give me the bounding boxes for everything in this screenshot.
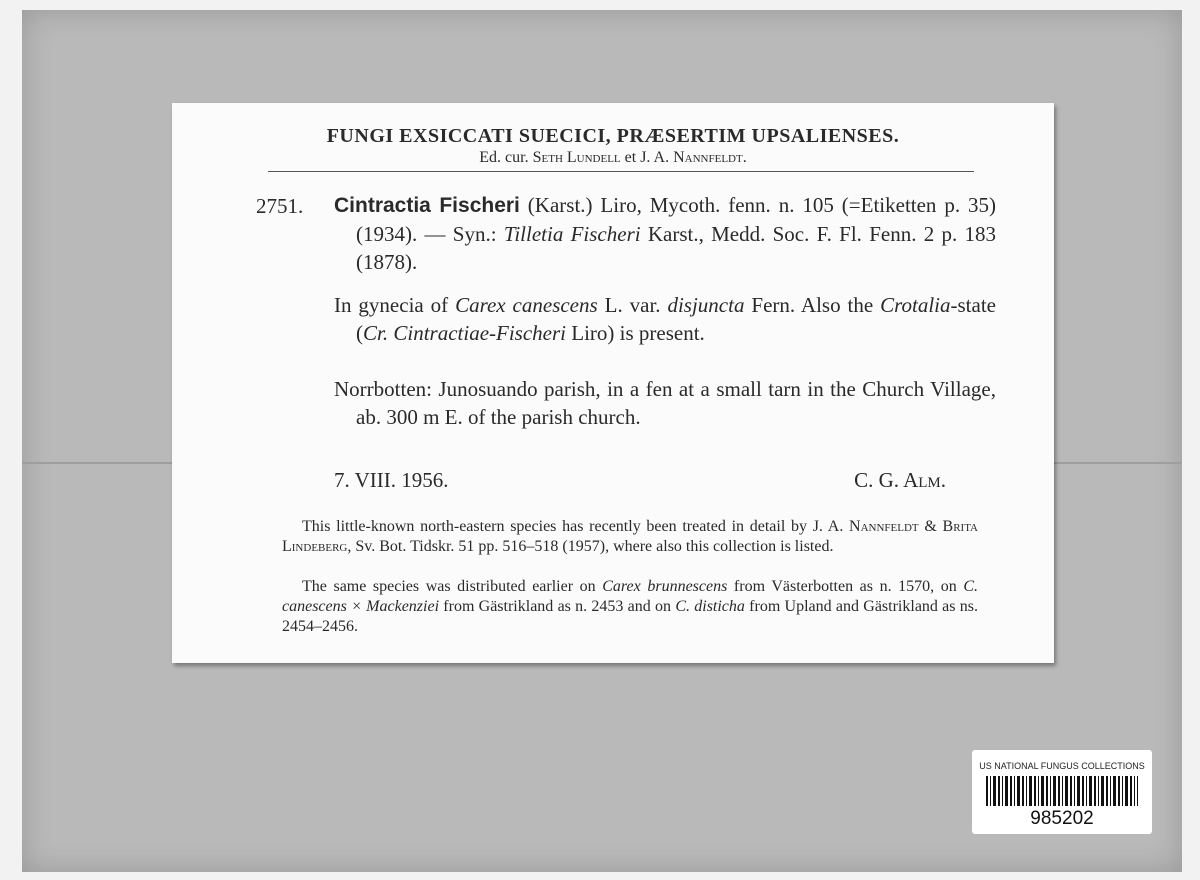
editors-join: et J. A. <box>620 149 674 166</box>
editors-line <box>172 149 1054 167</box>
habitat-part: Fern. Also the <box>744 293 881 317</box>
synonym-citation: Karst., Medd. Soc. F. Fl. Fenn. 2 p. 183 (1878). <box>356 222 997 274</box>
state-name: Cr. Cintractiae-Fischeri <box>363 321 566 345</box>
exsiccata-number: 2751. <box>256 194 304 218</box>
title-rule <box>268 171 974 172</box>
note-host: C. canescens × Mackenziei <box>282 578 979 615</box>
barcode-label <box>972 750 1152 834</box>
barcode-number: 985202 <box>1030 808 1094 829</box>
habitat-part: L. var. <box>597 293 668 317</box>
taxon-name: Cintractia Fischeri <box>334 194 520 217</box>
habitat-part: -state ( <box>356 293 996 345</box>
note-author: Brita Lindeberg <box>282 518 978 555</box>
state-genus: Crotalia <box>880 293 951 317</box>
editor-2: Nannfeldt. <box>673 149 747 166</box>
series-title: FUNGI EXSICCATI SUECICI, PRÆSERTIM UPSALIENSES. <box>326 125 900 147</box>
specimen-label <box>172 103 1054 663</box>
note-author: Nannfeldt <box>849 518 919 535</box>
habitat-part: Liro) is present. <box>566 321 705 345</box>
note-paragraph-2 <box>282 577 978 637</box>
editors-prefix: Ed. cur. <box>479 149 533 166</box>
host-name: Carex canescens <box>455 293 598 317</box>
note-part: This little-known north-eastern species has recently been treated in detail by J. A. <box>302 518 850 535</box>
locality-text: Norrbotten: Junosuando parish, in a fen at a small tarn in the Church Village, ab. 300 m E. of the parish church. <box>334 377 996 429</box>
note-part: The same species was distributed earlier on <box>302 578 603 595</box>
taxon-citation: (Karst.) Liro, Mycoth. fenn. n. 105 (=Etiketten p. 35) (1934). — Syn.: <box>356 193 996 246</box>
note-host: C. disticha <box>675 598 745 615</box>
synonym-name: Tilletia Fischeri <box>503 222 641 246</box>
habitat-part: In gynecia of <box>334 293 456 317</box>
note-host: Carex brunnescens <box>602 578 728 595</box>
barcode-caption: US NATIONAL FUNGUS COLLECTIONS <box>979 761 1145 771</box>
habitat-text <box>334 291 996 347</box>
collection-date: 7. VIII. 1956. <box>334 468 449 492</box>
host-variety: disjuncta <box>667 293 745 317</box>
note-part: & <box>918 518 943 535</box>
note-paragraph-1 <box>282 517 978 557</box>
barcode-bars <box>986 776 1138 806</box>
note-part: , Sv. Bot. Tidskr. 51 pp. 516–518 (1957), where also this collection is listed. <box>347 538 834 555</box>
taxon-entry <box>334 191 996 276</box>
note-part: from Västerbotten as n. 1570, on <box>727 578 964 595</box>
collector-name: C. G. Alm. <box>854 468 946 492</box>
note-part: from Upland and Gästrikland as ns. 2454–2456. <box>282 598 978 635</box>
note-part: from Gästrikland as n. 2453 and on <box>439 598 676 615</box>
editor-1: Seth Lundell <box>532 149 621 166</box>
